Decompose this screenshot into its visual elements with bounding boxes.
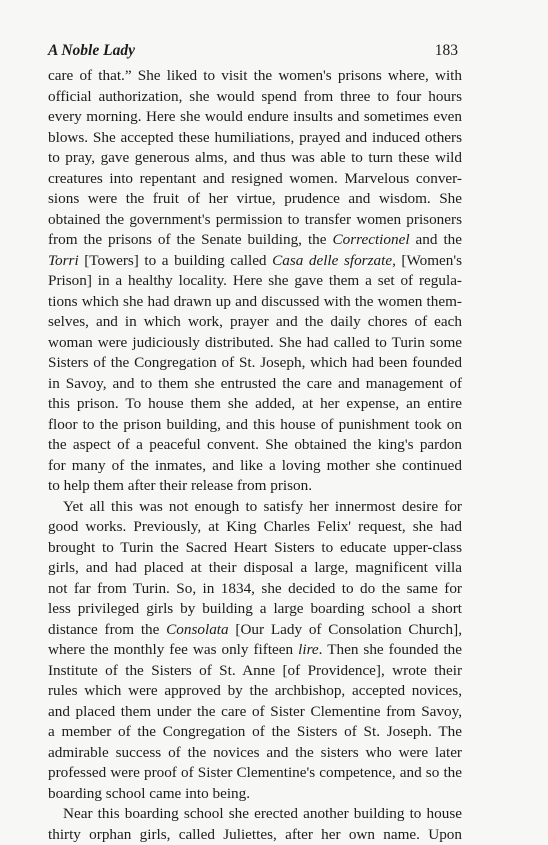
text-segment: official authorization, she would spend from three to four hours bbox=[48, 88, 462, 105]
text-line bbox=[48, 374, 462, 395]
text-line bbox=[48, 599, 462, 620]
text-line bbox=[48, 681, 462, 702]
text-line bbox=[48, 784, 462, 805]
text-line bbox=[48, 804, 462, 825]
text-line bbox=[48, 722, 462, 743]
text-segment: the aspect of a peaceful convent. She obtained the king's pardon bbox=[48, 436, 462, 453]
text-segment: less privileged girls by building a large boarding school a short bbox=[48, 600, 462, 617]
text-line bbox=[48, 210, 462, 231]
text-line bbox=[48, 825, 462, 845]
text-line bbox=[48, 189, 462, 210]
text-line bbox=[48, 66, 462, 87]
text-line bbox=[48, 251, 462, 272]
text-line bbox=[48, 435, 462, 456]
text-segment: not far from Turin. So, in 1834, she decided to do the same for bbox=[48, 580, 462, 597]
text-segment: good works. Previously, at King Charles Felix' request, she had bbox=[48, 518, 462, 535]
text-line bbox=[48, 476, 462, 497]
text-line bbox=[48, 128, 462, 149]
text-line bbox=[48, 87, 462, 108]
text-line bbox=[48, 312, 462, 333]
text-segment: sions were the fruit of her virtue, prudence and wisdom. She bbox=[48, 190, 462, 207]
italic-term: Torri bbox=[48, 252, 79, 269]
text-line bbox=[48, 271, 462, 292]
text-line bbox=[48, 517, 462, 538]
text-line bbox=[48, 640, 462, 661]
text-segment: [Our Lady of Consolation Church], bbox=[229, 621, 462, 638]
text-segment: and the bbox=[410, 231, 462, 248]
text-line bbox=[48, 661, 462, 682]
text-segment: for many of the inmates, and like a loving mother she continued bbox=[48, 457, 462, 474]
text-segment: from the prisons of the Senate building, the bbox=[48, 231, 333, 248]
text-segment: admirable success of the novices and the sisters who were later bbox=[48, 744, 462, 761]
text-segment: Near this boarding school she erected another building to house bbox=[63, 805, 462, 822]
text-segment: creatures into repentant and resigned women. Marvelous conver- bbox=[48, 170, 462, 187]
running-title: A Noble Lady bbox=[48, 42, 135, 60]
text-segment: where the monthly fee was only fifteen bbox=[48, 641, 298, 658]
text-segment: and placed them under the care of Sister Clementine from Savoy, bbox=[48, 703, 462, 720]
text-segment: Sisters of the Congregation of St. Joseph, which had been founded bbox=[48, 354, 462, 371]
text-line bbox=[48, 538, 462, 559]
text-line bbox=[48, 415, 462, 436]
italic-term: Casa delle sforzate bbox=[272, 252, 392, 269]
page-header bbox=[48, 42, 458, 64]
text-segment: [Towers] to a building called bbox=[79, 252, 272, 269]
text-segment: brought to Turin the Sacred Heart Sisters to educate upper-class bbox=[48, 539, 462, 556]
italic-term: Correctionel bbox=[333, 231, 410, 248]
text-line bbox=[48, 169, 462, 190]
text-line bbox=[48, 333, 462, 354]
text-segment: woman were judiciously distributed. She had called to Turin some bbox=[48, 334, 462, 351]
body-text bbox=[48, 66, 462, 845]
text-segment: tions which she had drawn up and discussed with the women them- bbox=[48, 293, 462, 310]
page-number: 183 bbox=[435, 42, 458, 60]
text-segment: rules which were approved by the archbishop, accepted novices, bbox=[48, 682, 462, 699]
text-segment: . Then she founded the bbox=[319, 641, 462, 658]
text-segment: to help them after their release from prison. bbox=[48, 477, 312, 494]
text-line bbox=[48, 394, 462, 415]
text-segment: selves, and in which work, prayer and the daily chores of each bbox=[48, 313, 462, 330]
italic-term: lire bbox=[298, 641, 319, 658]
text-segment: this prison. To house them she added, at her expense, an entire bbox=[48, 395, 462, 412]
text-segment: Yet all this was not enough to satisfy her innermost desire for bbox=[63, 498, 462, 515]
text-line bbox=[48, 353, 462, 374]
text-segment: blows. She accepted these humiliations, prayed and induced others bbox=[48, 129, 462, 146]
text-line bbox=[48, 292, 462, 313]
text-line bbox=[48, 763, 462, 784]
text-line bbox=[48, 230, 462, 251]
text-segment: obtained the government's permission to transfer women prisoners bbox=[48, 211, 462, 228]
text-segment: every morning. Here she would endure insults and sometimes even bbox=[48, 108, 462, 125]
text-segment: a member of the Congregation of the Sisters of St. Joseph. The bbox=[48, 723, 462, 740]
text-segment: , [Women's bbox=[392, 252, 462, 269]
text-line bbox=[48, 456, 462, 477]
text-segment: floor to the prison building, and this house of punishment took on bbox=[48, 416, 462, 433]
text-segment: care of that.” She liked to visit the women's prisons where, with bbox=[48, 67, 462, 84]
text-segment: in Savoy, and to them she entrusted the care and management of bbox=[48, 375, 462, 392]
text-segment: professed were proof of Sister Clementine's competence, and so the bbox=[48, 764, 462, 781]
text-segment: to pray, gave generous alms, and thus was able to turn these wild bbox=[48, 149, 462, 166]
text-segment: thirty orphan girls, called Juliettes, after her own name. Upon bbox=[48, 826, 462, 843]
text-line bbox=[48, 558, 462, 579]
text-segment: boarding school came into being. bbox=[48, 785, 250, 802]
text-line bbox=[48, 620, 462, 641]
text-line bbox=[48, 743, 462, 764]
text-segment: distance from the bbox=[48, 621, 166, 638]
text-line bbox=[48, 107, 462, 128]
text-line bbox=[48, 497, 462, 518]
text-line bbox=[48, 148, 462, 169]
text-segment: girls, and had placed at their disposal a large, magnificent villa bbox=[48, 559, 462, 576]
text-line bbox=[48, 702, 462, 723]
text-segment: Institute of the Sisters of St. Anne [of Providence], wrote their bbox=[48, 662, 462, 679]
italic-term: Consolata bbox=[166, 621, 228, 638]
text-segment: Prison] in a healthy locality. Here she gave them a set of regula- bbox=[48, 272, 462, 289]
text-line bbox=[48, 579, 462, 600]
